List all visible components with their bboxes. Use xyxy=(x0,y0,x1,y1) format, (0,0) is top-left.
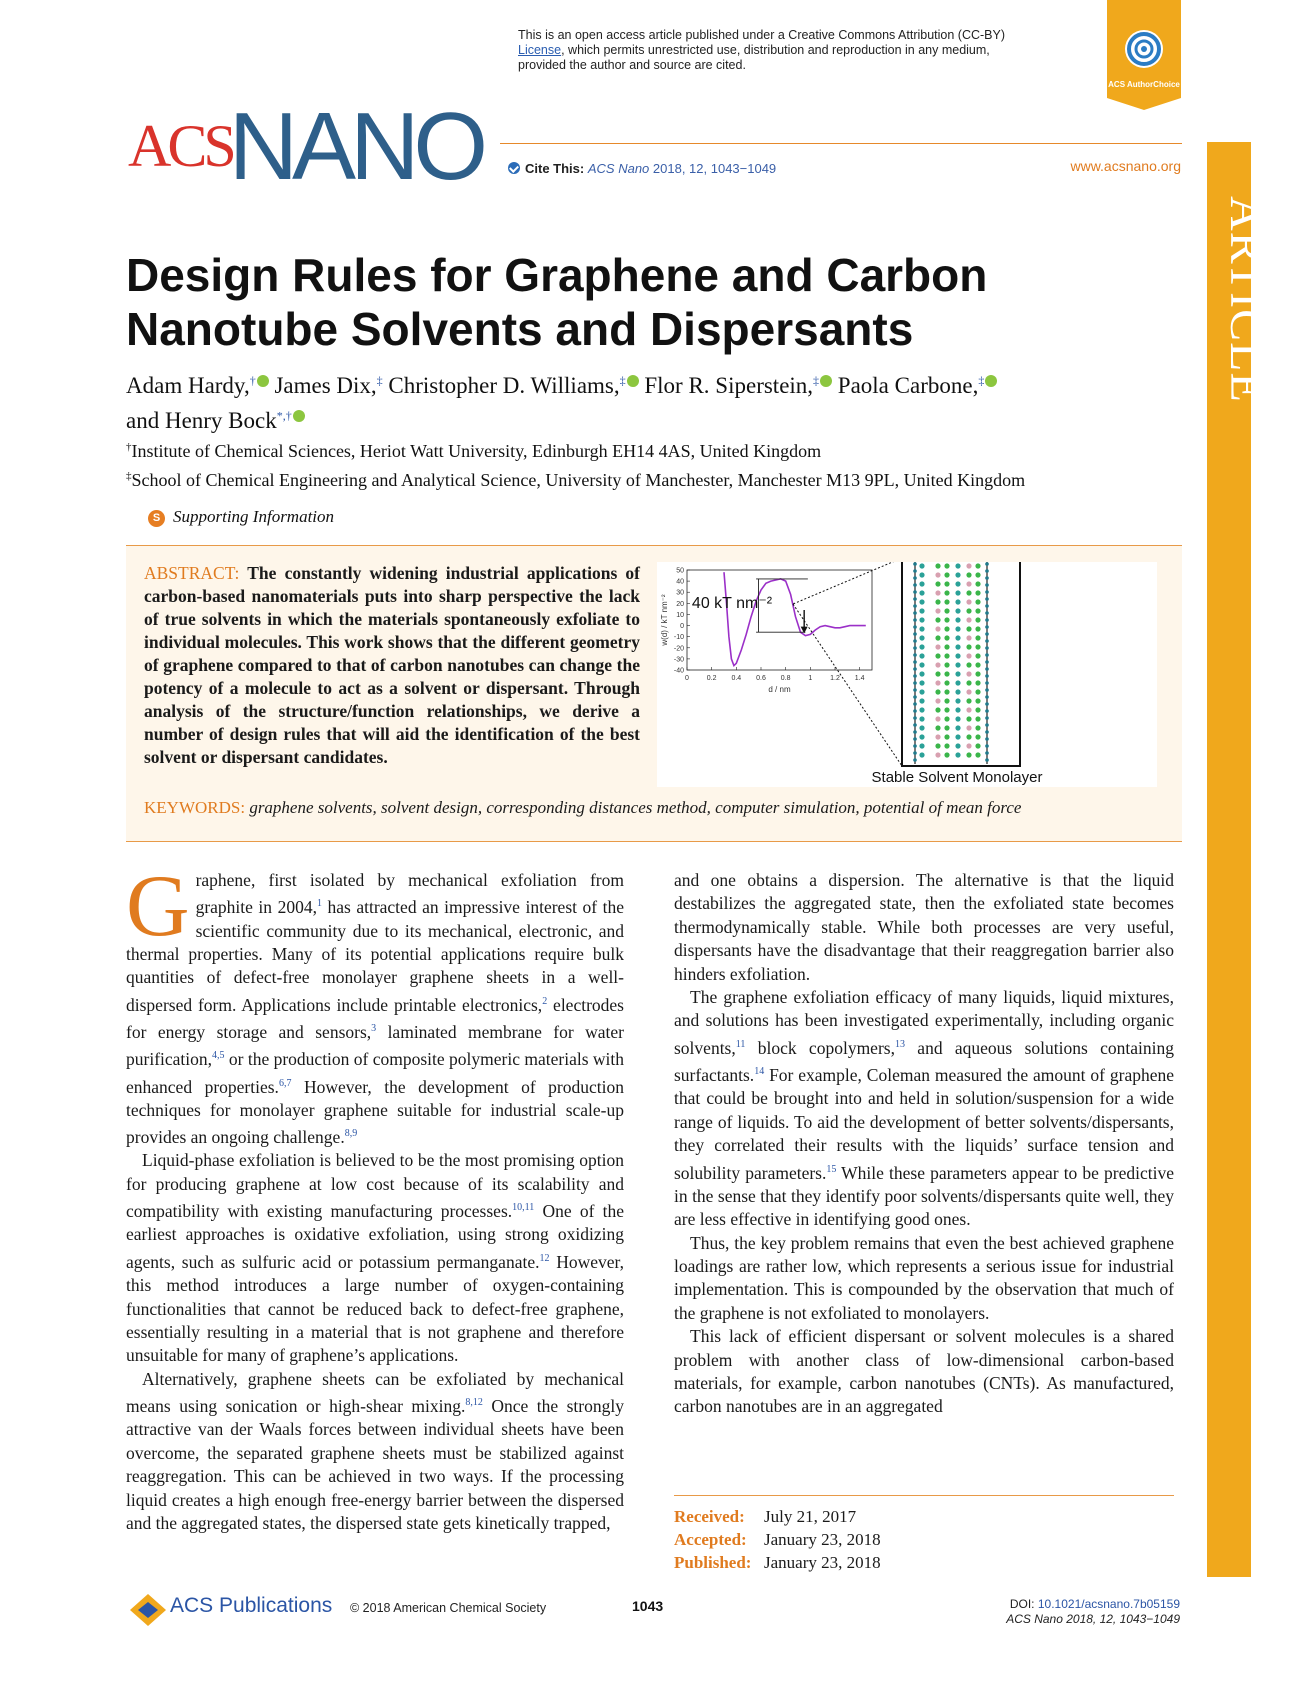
molecule-bead xyxy=(955,752,960,757)
license-line-2: , which permits unrestricted use, distribution and reproduction in any medium, xyxy=(561,43,990,57)
sheet-atom xyxy=(913,737,917,741)
sheet-atom xyxy=(913,674,917,678)
sheet-atom xyxy=(913,758,917,762)
abstract xyxy=(144,562,640,769)
open-access-icon xyxy=(1123,28,1165,70)
x-tick-label: 1.2 xyxy=(830,675,840,682)
molecule-bead xyxy=(955,590,960,595)
sheet-atom xyxy=(913,695,917,699)
molecule-bead xyxy=(966,662,971,667)
citation-ref[interactable]: 8,9 xyxy=(344,1128,358,1140)
author[interactable]: Paola Carbone,‡ xyxy=(838,373,998,398)
molecule-bead xyxy=(966,698,971,703)
molecule-bead xyxy=(944,635,949,640)
paragraph: Alternatively, graphene sheets can be exfoliated by mechanical means using sonication or high-shear mixing.$^{8,12}$ Once the strongly attractive van der Waals forces between individual sheets have been overcome, the separated graphene sheets must be stabilized against reaggregation. This can be achieved in two ways. If the processing liquid creates a high enough free-energy barrier between the dispersed and the aggregated states, the dispersed state gets kinetically trapped, xyxy=(126,1368,624,1534)
molecule-bead xyxy=(955,680,960,685)
citation-ref[interactable]: 4,5 xyxy=(212,1050,225,1062)
y-tick-label: -20 xyxy=(673,645,684,653)
molecule-bead xyxy=(919,680,924,685)
footer-publisher[interactable]: ACS Publications xyxy=(170,1594,333,1617)
molecule-bead xyxy=(944,743,949,748)
molecule-bead xyxy=(919,752,924,757)
check-icon xyxy=(508,162,520,174)
x-tick-label: 0.2 xyxy=(706,675,717,682)
license-line-1: This is an open access article published under a Creative Commons Attribution (CC-BY) xyxy=(518,28,1006,42)
molecule-bead xyxy=(975,581,980,586)
molecule-bead xyxy=(935,698,940,703)
molecule-bead xyxy=(955,563,960,568)
molecule-bead xyxy=(955,572,960,577)
molecule-bead xyxy=(919,689,924,694)
sheet-atom xyxy=(985,674,989,678)
sheet-atom xyxy=(985,562,989,566)
molecule-bead xyxy=(966,671,971,676)
molecule-bead xyxy=(935,662,940,667)
molecule-bead xyxy=(919,599,924,604)
molecule-bead xyxy=(935,752,940,757)
molecule-bead xyxy=(975,626,980,631)
molecule-bead xyxy=(935,725,940,730)
sheet-atom xyxy=(985,695,989,699)
citation-ref[interactable]: 14 xyxy=(754,1066,765,1078)
affiliation: ‡School of Chemical Engineering and Analytical Science, University of Manchester, Manchester M13 9PL, United Kingdom xyxy=(126,470,1026,490)
footer-copyright: © 2018 American Chemical Society xyxy=(350,1601,547,1615)
y-tick-label: -10 xyxy=(673,634,684,642)
citation-ref[interactable]: 6,7 xyxy=(278,1077,292,1089)
molecule-bead xyxy=(919,572,924,577)
inset-caption: Stable Solvent Monolayer xyxy=(871,769,1043,786)
x-tick-label: 1 xyxy=(808,675,813,682)
molecule-bead xyxy=(966,644,971,649)
orcid-icon[interactable] xyxy=(820,375,832,387)
molecule-bead xyxy=(944,671,949,676)
molecule-bead xyxy=(955,599,960,604)
molecule-bead xyxy=(955,725,960,730)
author[interactable]: Flor R. Siperstein,‡ xyxy=(644,373,832,398)
sheet-atom xyxy=(985,744,989,748)
sheet-atom xyxy=(913,604,917,608)
keywords xyxy=(144,798,1174,818)
acs-publications-logo-icon[interactable] xyxy=(128,1590,168,1630)
paragraph: Thus, the key problem remains that even the best achieved graphene loadings are rather low, which represents a serious issue for industrial implementation. This is compounded by the observation that much of the graphene is not exfoliated to monolayers. xyxy=(674,1232,1174,1323)
molecule-bead xyxy=(955,617,960,622)
sheet-atom xyxy=(913,562,917,566)
citation-ref[interactable]: 1 xyxy=(316,898,322,910)
molecule-bead xyxy=(944,581,949,586)
chart-ticks xyxy=(674,568,865,683)
abstract-label: ABSTRACT: xyxy=(144,563,240,583)
x-tick-label: 0.8 xyxy=(780,675,791,682)
badge-label: ACS AuthorChoice xyxy=(1108,80,1180,89)
sheet-atom xyxy=(985,611,989,615)
sheet-atom xyxy=(913,618,917,622)
keywords-text: graphene solvents, solvent design, corresponding distances method, computer simulation, potential of mean force xyxy=(249,798,1022,817)
molecule-bead xyxy=(966,590,971,595)
supporting-info-label: Supporting Information xyxy=(173,507,335,526)
sheet-atom xyxy=(985,723,989,727)
molecule-bead xyxy=(935,707,940,712)
molecule-bead xyxy=(955,608,960,613)
molecule-bead xyxy=(955,581,960,586)
pmf-series-line xyxy=(724,572,866,665)
molecule-bead xyxy=(955,716,960,721)
molecule-bead xyxy=(935,644,940,649)
molecule-bead xyxy=(966,626,971,631)
sheet-atom xyxy=(985,716,989,720)
cite-this[interactable] xyxy=(508,161,776,176)
molecule-bead xyxy=(975,662,980,667)
sheet-atom xyxy=(985,653,989,657)
molecule-bead xyxy=(975,707,980,712)
paragraph: Graphene, first isolated by mechanical exfoliation from graphite in 2004,$^1$ has attracted an impressive interest of the scientific community due to its mechanical, electronic, and thermal properties. Many of its potential applications require bulk quantities of defect-free monolayer graphene sheets in a well-dispersed form. Applications include printable electronics,$^2$ electrodes for energy storage and sensors,$^3$ laminated membrane for water purification,$^{4,5}$ or the production of composite polymeric materials with enhanced properties.$^{6,7}$ However, the development of production techniques for monolayer graphene suitable for industrial scale-up provides an ongoing challenge.$^{8,9}$ xyxy=(126,858,624,1148)
orcid-icon[interactable] xyxy=(257,375,269,387)
affiliation: †Institute of Chemical Sciences, Heriot Watt University, Edinburgh EH14 4AS, United Kingdom xyxy=(126,441,822,461)
sheet-atom xyxy=(985,702,989,706)
sheet-atom xyxy=(913,744,917,748)
orcid-icon[interactable] xyxy=(627,375,639,387)
molecule-bead xyxy=(966,608,971,613)
page-number: 1043 xyxy=(632,1598,664,1614)
molecule-bead xyxy=(935,743,940,748)
article-title: Design Rules for Graphene and Carbon Nanotube Solvents and Dispersants xyxy=(126,249,988,355)
molecule-bead xyxy=(944,563,949,568)
journal-logo[interactable] xyxy=(128,93,486,200)
molecule-bead xyxy=(919,671,924,676)
author[interactable]: Adam Hardy,† xyxy=(126,373,269,398)
molecule-bead xyxy=(975,689,980,694)
molecule-bead xyxy=(919,725,924,730)
molecule-bead xyxy=(975,671,980,676)
y-tick-label: 20 xyxy=(676,600,684,608)
molecule-bead xyxy=(944,716,949,721)
molecule-bead xyxy=(975,608,980,613)
sheet-atom xyxy=(985,625,989,629)
molecule-bead xyxy=(966,707,971,712)
sheet-atom xyxy=(985,688,989,692)
y-tick-label: -40 xyxy=(673,667,684,675)
sheet-atom xyxy=(985,646,989,650)
molecule-bead xyxy=(966,617,971,622)
sheet-atom xyxy=(985,709,989,713)
molecule-bead xyxy=(935,617,940,622)
sheet-atom xyxy=(913,625,917,629)
orcid-icon[interactable] xyxy=(293,410,305,422)
molecule-bead xyxy=(944,662,949,667)
molecule-bead xyxy=(935,653,940,658)
cite-label: Cite This: xyxy=(525,161,585,176)
molecule-bead xyxy=(944,608,949,613)
chart-axes xyxy=(687,570,872,670)
plot-frame xyxy=(687,570,872,670)
molecule-bead xyxy=(955,662,960,667)
molecule-bead xyxy=(944,689,949,694)
molecule-bead xyxy=(955,653,960,658)
barrier-annotation: 40 kT nm⁻² xyxy=(691,594,773,612)
sheet-atom xyxy=(985,590,989,594)
sheet-atom xyxy=(985,618,989,622)
molecule-bead xyxy=(966,734,971,739)
molecule-bead xyxy=(975,743,980,748)
sheet-atom xyxy=(913,730,917,734)
sheet-atom xyxy=(913,569,917,573)
sheet-atom xyxy=(913,751,917,755)
molecule-bead xyxy=(919,734,924,739)
molecule-bead xyxy=(975,680,980,685)
molecule-bead xyxy=(919,698,924,703)
molecule-bead xyxy=(919,743,924,748)
molecule-bead xyxy=(944,626,949,631)
molecule-bead xyxy=(955,626,960,631)
sheet-atom xyxy=(913,646,917,650)
molecule-bead xyxy=(975,653,980,658)
sheet-atom xyxy=(913,716,917,720)
molecule-bead xyxy=(955,743,960,748)
molecule-bead xyxy=(919,644,924,649)
author-list xyxy=(126,365,1166,436)
molecule-bead xyxy=(975,752,980,757)
footer-doi: DOI: 10.1021/acsnano.7b05159 ACS Nano 2018, 12, 1043−1049 xyxy=(1006,1597,1180,1626)
molecule-bead xyxy=(919,563,924,568)
molecule-bead xyxy=(935,590,940,595)
molecule-bead xyxy=(975,617,980,622)
sheet-atom xyxy=(985,569,989,573)
sheet-atom xyxy=(913,576,917,580)
molecule-bead xyxy=(935,599,940,604)
molecule-bead xyxy=(966,563,971,568)
molecule-bead xyxy=(935,671,940,676)
y-tick-label: 40 xyxy=(676,578,684,586)
logo-acs: ACS xyxy=(128,113,233,179)
sheet-atom xyxy=(985,681,989,685)
journal-website-link[interactable]: www.acsnano.org xyxy=(1070,158,1181,174)
sheet-atom xyxy=(913,688,917,692)
molecule-bead xyxy=(966,581,971,586)
toc-graphic xyxy=(657,562,1157,787)
molecule-bead xyxy=(955,689,960,694)
sheet-atom xyxy=(913,611,917,615)
x-tick-label: 0 xyxy=(685,675,689,682)
molecule-bead xyxy=(975,590,980,595)
molecule-bead xyxy=(944,698,949,703)
molecule-bead xyxy=(944,653,949,658)
molecule-bead xyxy=(935,716,940,721)
sheet-atom xyxy=(913,667,917,671)
molecule-bead xyxy=(944,680,949,685)
sheet-atom xyxy=(985,667,989,671)
molecule-bead xyxy=(955,671,960,676)
paragraph: Liquid-phase exfoliation is believed to be the most promising option for producing graphene at low cost because of its scalability and compatibility with existing manufacturing processes.$^{10,11}$ One of the earliest approaches is oxidative exfoliation, using strong oxidizing agents, such as sulfuric acid or potassium permanganate.$^{12}$ However, this method introduces a large number of oxygen-containing functionalities that cannot be reduced back to defect-free graphene, essentially resulting in a material that is not graphene and therefore unsuitable for many of graphene’s applications. xyxy=(126,1150,625,1366)
sheet-atom xyxy=(913,653,917,657)
molecule-bead xyxy=(955,635,960,640)
molecule-bead xyxy=(966,635,971,640)
footer-citation: ACS Nano 2018, 12, 1043−1049 xyxy=(1006,1612,1180,1626)
x-tick-label: 0.6 xyxy=(756,675,766,682)
sheet-atom xyxy=(913,583,917,587)
molecule-bead xyxy=(919,707,924,712)
molecule-bead xyxy=(935,680,940,685)
sheet-atom xyxy=(913,639,917,643)
body-column-left xyxy=(126,858,625,1535)
molecule-bead xyxy=(975,698,980,703)
molecule-bead xyxy=(955,707,960,712)
history-rule xyxy=(674,1495,1174,1496)
license-link[interactable]: License xyxy=(518,43,562,57)
author[interactable]: and Henry Bock*,† xyxy=(126,408,305,433)
molecule-bead xyxy=(919,653,924,658)
sheet-atom xyxy=(985,576,989,580)
sheet-atom xyxy=(985,660,989,664)
molecule-bead xyxy=(966,716,971,721)
citation-ref[interactable]: 2 xyxy=(542,995,548,1007)
sheet-atom xyxy=(985,583,989,587)
molecule-bead xyxy=(935,689,940,694)
molecule-bead xyxy=(919,626,924,631)
y-tick-label: 0 xyxy=(680,623,684,631)
molecule-bead xyxy=(975,734,980,739)
molecule-bead xyxy=(919,590,924,595)
y-tick-label: 50 xyxy=(676,567,684,575)
molecule-bead xyxy=(955,698,960,703)
citation-ref[interactable]: 3 xyxy=(371,1023,377,1035)
body-column-right xyxy=(674,869,1174,1419)
doi-link[interactable]: 10.1021/acsnano.7b05159 xyxy=(1037,1597,1180,1611)
license-line-3: provided the author and source are cited. xyxy=(518,58,746,72)
y-axis-label: w(d) / kT nm⁻² xyxy=(660,594,669,646)
molecule-bead xyxy=(919,581,924,586)
sheet-atom xyxy=(913,681,917,685)
logo-nano: NANO xyxy=(228,93,483,200)
y-tick-label: 10 xyxy=(676,611,684,619)
molecule-bead xyxy=(919,662,924,667)
citation-ref[interactable]: 10,11 xyxy=(512,1202,535,1214)
molecule-bead xyxy=(975,644,980,649)
citation-ref[interactable]: 12 xyxy=(539,1252,550,1264)
sheet-atom xyxy=(913,709,917,713)
sheet-atom xyxy=(913,660,917,664)
molecule-bead xyxy=(966,599,971,604)
molecule-bead xyxy=(975,635,980,640)
molecule-bead xyxy=(944,725,949,730)
history-published: Published: January 23, 2018 xyxy=(674,1553,881,1572)
molecule-bead xyxy=(975,572,980,577)
sheet-atom xyxy=(985,758,989,762)
author[interactable]: James Dix,‡ xyxy=(274,372,383,398)
history-accepted: Accepted: January 23, 2018 xyxy=(674,1530,881,1549)
citation-ref[interactable]: 13 xyxy=(894,1038,905,1050)
molecule-bead xyxy=(975,716,980,721)
molecule-bead xyxy=(944,752,949,757)
abstract-body: The constantly widening industrial applications of carbon-based nanomaterials puts into sharp perspective the lack of true solvents in which the materials spontaneously exfoliate to individual molecules. This work shows that the different geometry of graphene compared to that of carbon nanotubes can change the potency of a molecule to act as a solvent or dispersant. Through analysis of the structure/function relationships, we derive a number of design rules that will aid the identification of the best solvent or dispersant candidates. xyxy=(144,563,640,767)
citation-ref[interactable]: 15 xyxy=(826,1163,837,1175)
molecule-bead xyxy=(966,725,971,730)
citation-ref[interactable]: 8,12 xyxy=(465,1397,483,1409)
arrow-marker xyxy=(801,610,808,633)
y-tick-label: 30 xyxy=(676,589,684,597)
molecule-bead xyxy=(944,734,949,739)
zoom-line-bottom xyxy=(793,604,902,766)
sheet-atom xyxy=(985,632,989,636)
paragraph: and one obtains a dispersion. The alternative is that the liquid destabilizes the aggregated state, then the exfoliated state becomes thermodynamically stable. While both processes are very useful, dispersants have the disadvantage that their reaggregation barrier also hinders exfoliation. xyxy=(674,870,1174,984)
sheet-atom xyxy=(985,604,989,608)
y-tick-label: -30 xyxy=(673,656,684,664)
molecule-bead xyxy=(919,635,924,640)
molecule-bead xyxy=(919,617,924,622)
keywords-label: KEYWORDS: xyxy=(144,798,246,817)
molecule-bead xyxy=(919,716,924,721)
molecule-bead xyxy=(935,734,940,739)
sheet-atom xyxy=(913,632,917,636)
molecule-bead xyxy=(935,608,940,613)
zoom-line-top xyxy=(793,562,902,604)
molecule-bead xyxy=(966,680,971,685)
sheet-atom xyxy=(985,639,989,643)
sheet-atom xyxy=(985,597,989,601)
molecule-bead xyxy=(935,626,940,631)
molecule-bead xyxy=(935,572,940,577)
x-tick-label: 0.4 xyxy=(731,675,742,682)
license-notice xyxy=(518,28,1098,73)
sheet-atom xyxy=(985,751,989,755)
molecule-bead xyxy=(955,644,960,649)
molecule-bead xyxy=(944,617,949,622)
molecule-bead xyxy=(975,563,980,568)
header-rule xyxy=(500,143,1182,144)
sheet-atom xyxy=(985,737,989,741)
sheet-atom xyxy=(913,723,917,727)
publication-history xyxy=(674,1505,881,1574)
molecule-bead xyxy=(955,734,960,739)
sheet-atom xyxy=(913,590,917,594)
molecule-bead xyxy=(966,752,971,757)
sheet-atom xyxy=(913,597,917,601)
molecule-bead xyxy=(944,707,949,712)
sheet-atom xyxy=(985,730,989,734)
x-axis-label: d / nm xyxy=(768,685,791,694)
drop-cap: G xyxy=(126,858,190,955)
molecule-bead xyxy=(966,572,971,577)
history-received: Received: July 21, 2017 xyxy=(674,1507,857,1526)
molecule-bead xyxy=(966,689,971,694)
molecule-bead xyxy=(935,635,940,640)
molecule-bead xyxy=(966,653,971,658)
molecule-bead xyxy=(944,590,949,595)
x-tick-label: 1.4 xyxy=(854,675,865,682)
sheet-atom xyxy=(913,702,917,706)
molecule-bead xyxy=(975,599,980,604)
molecule-bead xyxy=(919,608,924,613)
molecule-bead xyxy=(975,725,980,730)
supporting-information-link[interactable] xyxy=(148,507,334,527)
molecule-bead xyxy=(944,572,949,577)
molecule-bead xyxy=(935,581,940,586)
paragraph: This lack of efficient dispersant or solvent molecules is a shared problem with another class of low-dimensional carbon-based materials, for example, carbon nanotubes (CNTs). As manufactured, carbon nanotubes are in an aggregated xyxy=(674,1326,1174,1417)
citation-ref[interactable]: 11 xyxy=(735,1038,746,1050)
orcid-icon[interactable] xyxy=(985,375,997,387)
molecule-bead xyxy=(966,743,971,748)
author[interactable]: Christopher D. Williams,‡ xyxy=(388,373,638,398)
molecule-bead xyxy=(944,644,949,649)
badge-notch xyxy=(1107,98,1181,110)
cite-journal: ACS Nano 2018, 12, 1043−1049 xyxy=(587,161,777,176)
supporting-info-icon: S xyxy=(148,510,165,527)
paragraph: The graphene exfoliation efficacy of many liquids, liquid mixtures, and solutions has been investigated experimentally, including organic solvents,$^{11}$ block copolymers,$^{13}$ and aqueous solutions containing surfactants.$^{14}$ For example, Coleman measured the amount of graphene that could be brought into and held in solution/suspension for a wide range of liquids. To aid the development of better solvents/dispersants, they correlated their results with the liquids’ surface tension and solubility parameters.$^{15}$ While these parameters appear to be predictive in the sense that they identify poor solvents/dispersants quite well, they are less effective in identifying good ones. xyxy=(674,987,1174,1230)
section-label: ARTICLE xyxy=(1220,196,1273,403)
molecule-bead xyxy=(944,599,949,604)
molecule-bead xyxy=(935,563,940,568)
